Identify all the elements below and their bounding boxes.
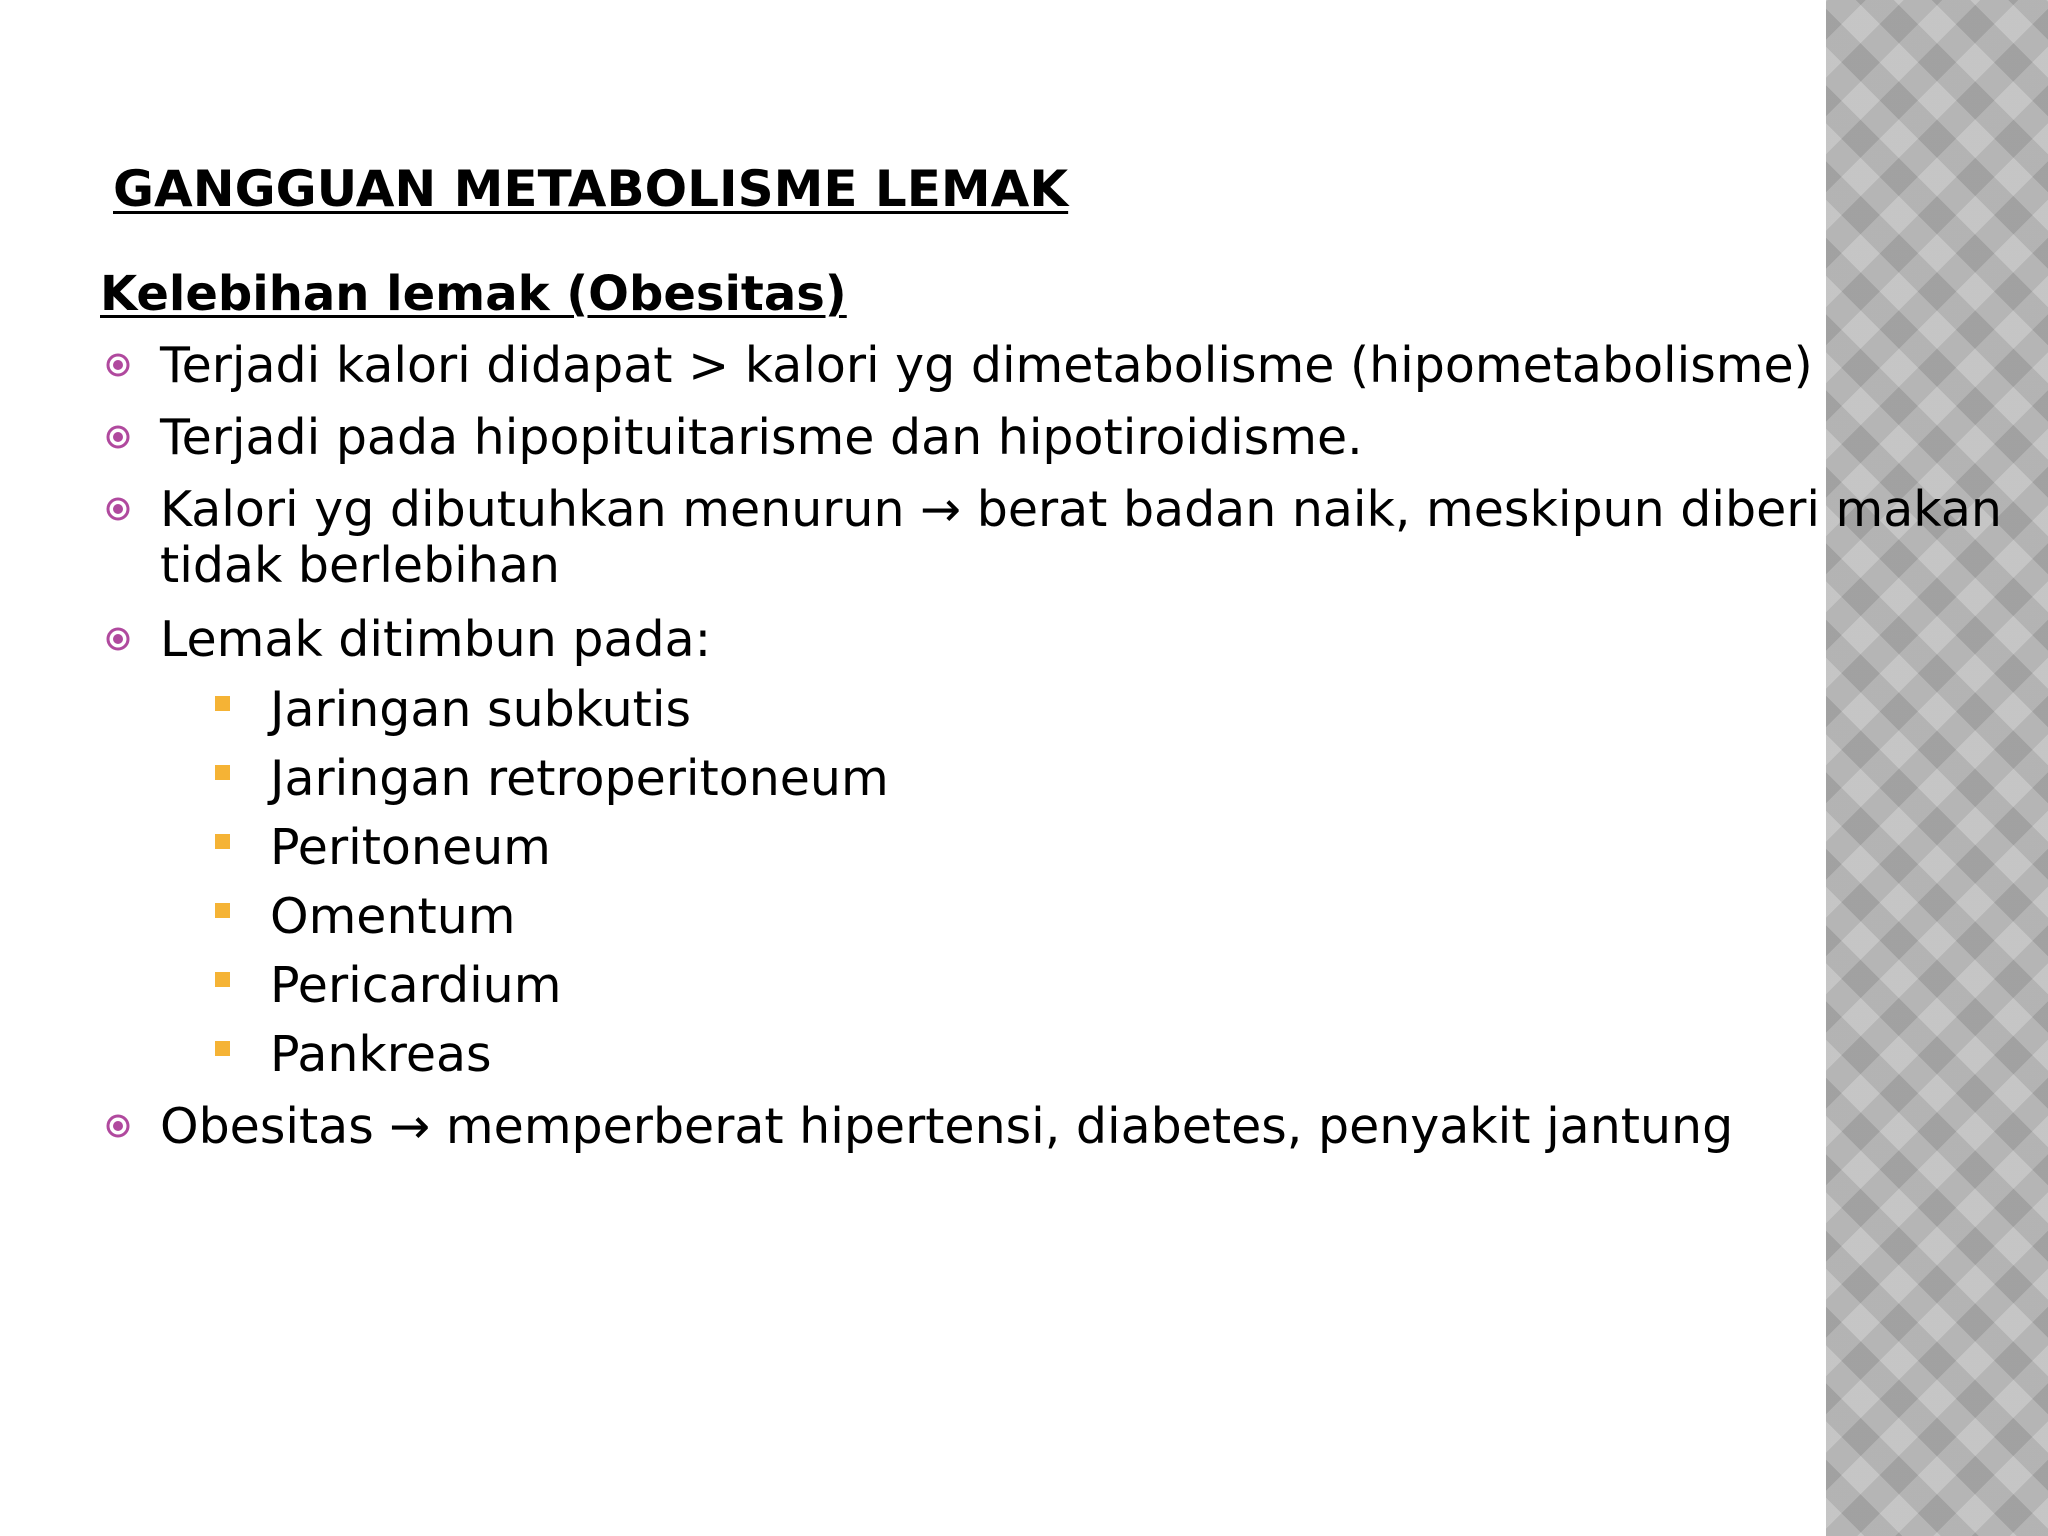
circled-dot-icon — [105, 496, 131, 522]
sub-item-text: Peritoneum — [270, 819, 551, 876]
circled-dot-icon — [105, 352, 131, 378]
square-bullet-icon — [215, 972, 230, 987]
bullet-text-continuation: tidak berlebihan — [160, 537, 560, 594]
square-bullet-icon — [215, 696, 230, 711]
sub-item-text: Pericardium — [270, 957, 562, 1014]
bullet-text: Terjadi pada hipopituitarisme dan hipotiroidisme. — [160, 409, 1363, 466]
circled-dot-icon — [105, 626, 131, 652]
square-bullet-icon — [215, 1041, 230, 1056]
sub-item-text: Pankreas — [270, 1026, 492, 1083]
sub-item-text: Jaringan retroperitoneum — [270, 750, 889, 807]
square-bullet-icon — [215, 903, 230, 918]
bullet-text: Lemak ditimbun pada: — [160, 611, 712, 668]
bullet-text: Kalori yg dibutuhkan menurun → berat badan naik, meskipun diberi makan — [160, 481, 2002, 538]
square-bullet-icon — [215, 834, 230, 849]
circled-dot-icon — [105, 1113, 131, 1139]
circled-dot-icon — [105, 424, 131, 450]
sub-item-text: Jaringan subkutis — [270, 681, 692, 738]
bullet-text: Obesitas → memperberat hipertensi, diabetes, penyakit jantung — [160, 1098, 1734, 1155]
slide-title: GANGGUAN METABOLISME LEMAK — [113, 160, 1069, 218]
bullet-text: Terjadi kalori didapat > kalori yg dimetabolisme (hipometabolisme) — [160, 337, 1813, 394]
section-subheading: Kelebihan lemak (Obesitas) — [100, 266, 847, 322]
square-bullet-icon — [215, 765, 230, 780]
sub-item-text: Omentum — [270, 888, 516, 945]
